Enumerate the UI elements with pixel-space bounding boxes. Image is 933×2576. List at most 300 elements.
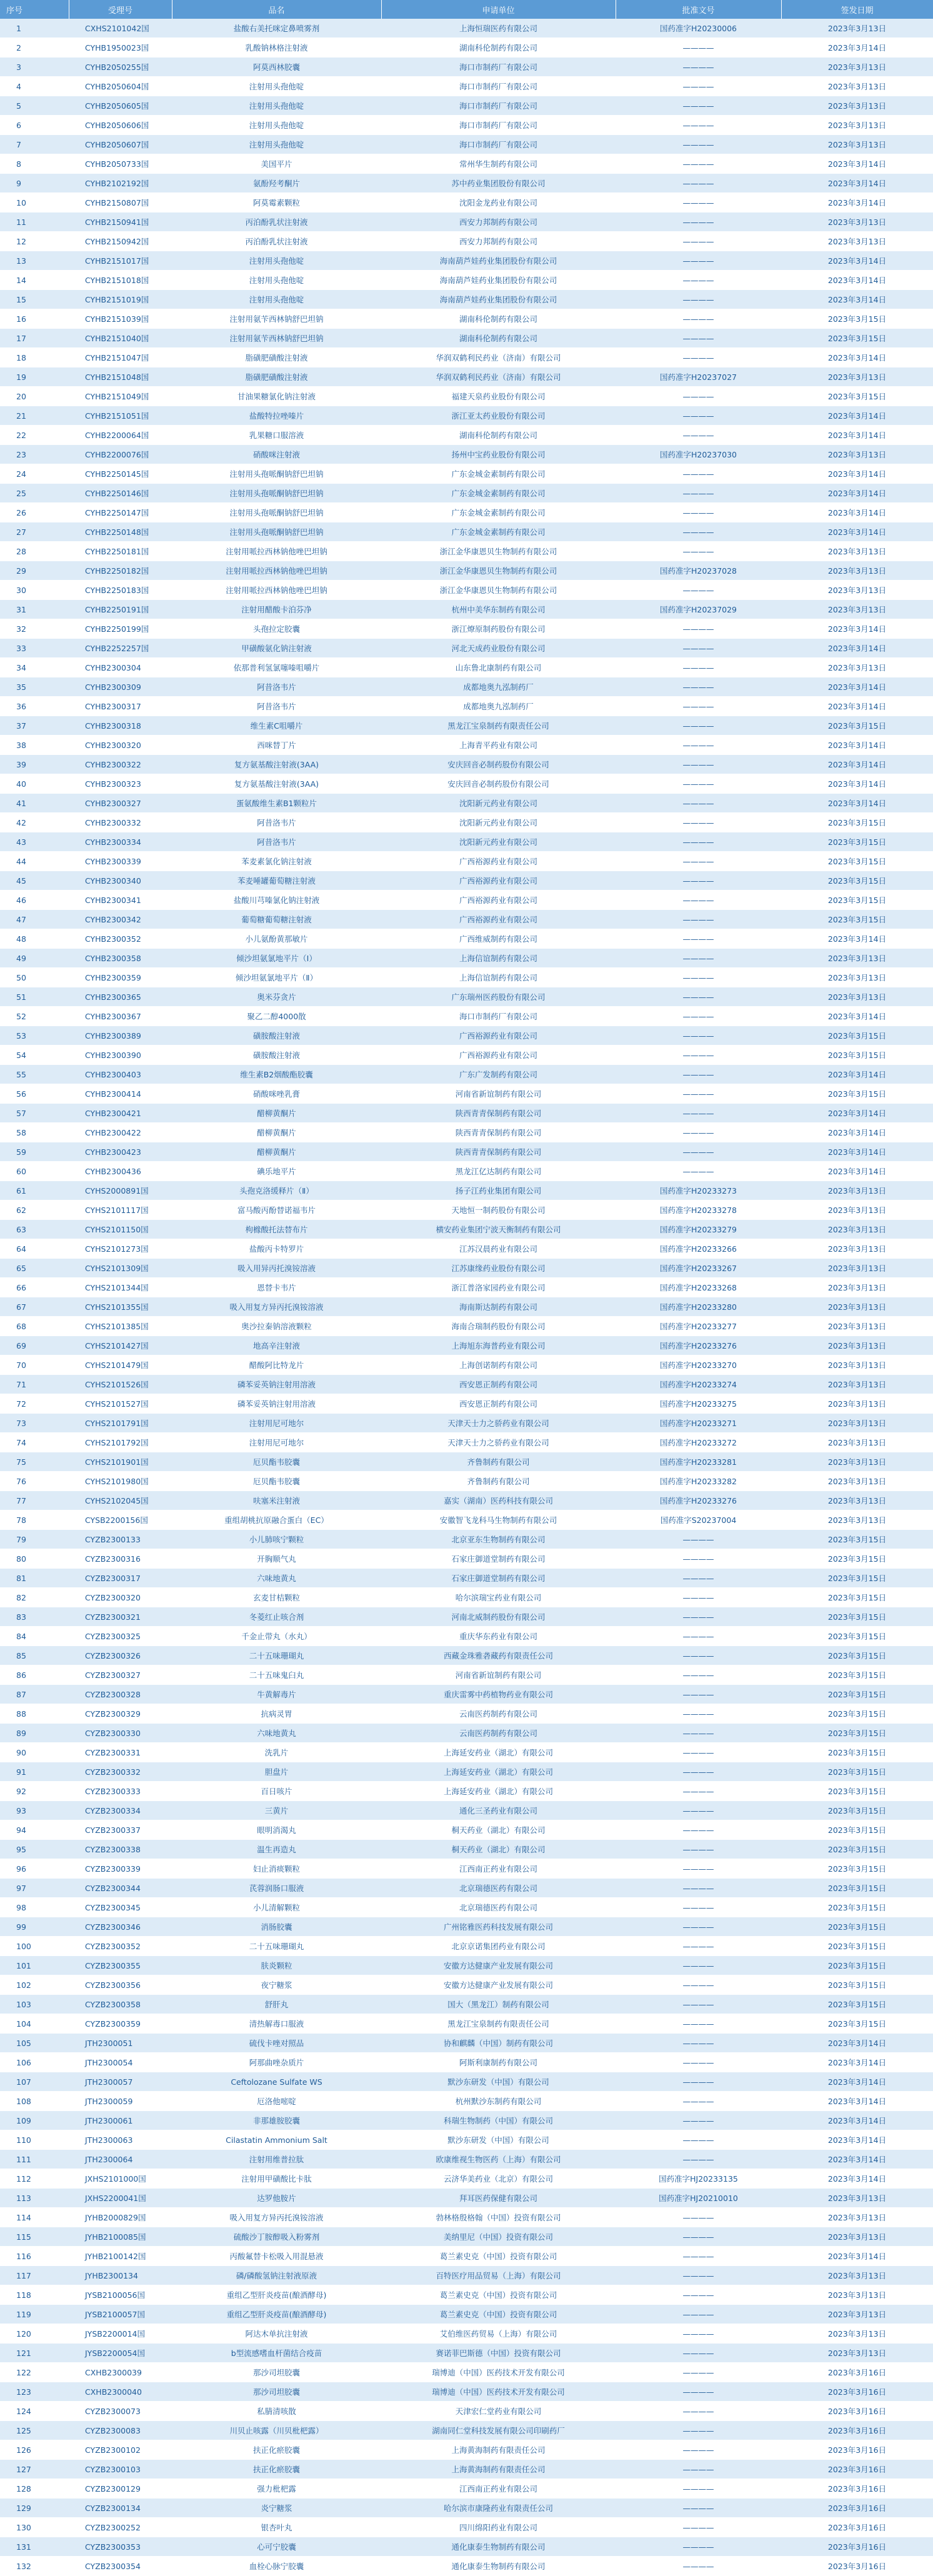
cell-approval-no: 国药准字HJ20233135 — [616, 2169, 781, 2189]
header-product-name: 品名 — [172, 0, 381, 19]
table-row — [0, 2169, 933, 2189]
table-row — [0, 987, 933, 1007]
cell-applicant: 广西维威制药有限公司 — [381, 929, 616, 949]
cell-applicant: 浙江金华康恩贝生物制药有限公司 — [381, 581, 616, 600]
cell-product-name: 注射用尼可地尔 — [172, 1414, 381, 1433]
cell-acceptance-no: CYHB2200076国 — [69, 445, 172, 464]
cell-issue-date: 2023年3月15日 — [781, 716, 933, 736]
cell-acceptance-no: CYHB2151040国 — [69, 329, 172, 348]
table-row — [0, 1142, 933, 1162]
cell-applicant: 扬子江药业集团有限公司 — [381, 1181, 616, 1201]
cell-acceptance-no: CYHB2300359 — [69, 968, 172, 987]
cell-applicant: 黑龙江亿达制药有限公司 — [381, 1162, 616, 1181]
cell-approval-no: ———— — [616, 813, 781, 832]
cell-seq: 100 — [0, 1937, 69, 1956]
cell-seq: 45 — [0, 871, 69, 891]
table-row — [0, 1569, 933, 1588]
cell-product-name: 注射用头孢哌酮钠舒巴坦钠 — [172, 464, 381, 484]
cell-issue-date: 2023年3月14日 — [781, 639, 933, 658]
cell-product-name: 依那普利氢氯噻嗪咀嚼片 — [172, 658, 381, 677]
cell-approval-no: ———— — [616, 2479, 781, 2499]
cell-applicant: 天津天士力之骄药业有限公司 — [381, 1433, 616, 1452]
cell-seq: 3 — [0, 57, 69, 77]
cell-issue-date: 2023年3月14日 — [781, 619, 933, 639]
cell-product-name: Cilastatin Ammonium Salt — [172, 2130, 381, 2150]
cell-seq: 77 — [0, 1491, 69, 1510]
cell-seq: 1 — [0, 19, 69, 38]
cell-product-name: 苯麦素氯化钠注射液 — [172, 852, 381, 871]
cell-seq: 94 — [0, 1820, 69, 1840]
cell-product-name: Ceftolozane Sulfate WS — [172, 2072, 381, 2092]
cell-issue-date: 2023年3月13日 — [781, 600, 933, 619]
cell-applicant: 勃林格殷格翰（中国）投资有限公司 — [381, 2208, 616, 2227]
cell-seq: 8 — [0, 154, 69, 174]
cell-seq: 102 — [0, 1975, 69, 1995]
cell-product-name: 聚乙二醇4000散 — [172, 1007, 381, 1026]
cell-acceptance-no: CYHB2151018国 — [69, 271, 172, 290]
table-row — [0, 1898, 933, 1917]
cell-approval-no: ———— — [616, 2227, 781, 2247]
cell-acceptance-no: CYHB2200064国 — [69, 426, 172, 445]
cell-acceptance-no: CYHS2101150国 — [69, 1220, 172, 1239]
table-row — [0, 426, 933, 445]
cell-applicant: 湖南科伦制药有限公司 — [381, 309, 616, 329]
cell-product-name: 富马酸丙酚替诺福韦片 — [172, 1201, 381, 1220]
cell-approval-no: ———— — [616, 697, 781, 716]
cell-acceptance-no: CYHB2300403 — [69, 1065, 172, 1084]
cell-acceptance-no: CYZB2300358 — [69, 1995, 172, 2014]
cell-seq: 36 — [0, 697, 69, 716]
cell-seq: 47 — [0, 910, 69, 929]
cell-applicant: 海南合瑞制药股份有限公司 — [381, 1317, 616, 1336]
table-row — [0, 2189, 933, 2208]
cell-acceptance-no: JYHB2100142国 — [69, 2247, 172, 2266]
cell-applicant: 嘉实（湖南）医药科技有限公司 — [381, 1491, 616, 1510]
cell-approval-no: 国药准字H20233282 — [616, 1472, 781, 1491]
cell-issue-date: 2023年3月13日 — [781, 1394, 933, 1414]
table-row — [0, 755, 933, 774]
cell-approval-no: ———— — [616, 38, 781, 57]
cell-seq: 60 — [0, 1162, 69, 1181]
cell-acceptance-no: CYZB2300316 — [69, 1549, 172, 1569]
cell-issue-date: 2023年3月15日 — [781, 1937, 933, 1956]
cell-product-name: 心可宁胶囊 — [172, 2537, 381, 2557]
cell-issue-date: 2023年3月14日 — [781, 2092, 933, 2111]
cell-product-name: 达罗他胺片 — [172, 2189, 381, 2208]
cell-product-name: 注射用头孢哌酮钠舒巴坦钠 — [172, 522, 381, 542]
cell-applicant: 杭州中美华东制药有限公司 — [381, 600, 616, 619]
cell-acceptance-no: CYHB2250181国 — [69, 542, 172, 561]
cell-seq: 40 — [0, 774, 69, 794]
table-row — [0, 697, 933, 716]
cell-applicant: 海口市制药厂有限公司 — [381, 77, 616, 96]
cell-issue-date: 2023年3月16日 — [781, 2382, 933, 2402]
cell-product-name: 小儿氨酚黄那敏片 — [172, 929, 381, 949]
cell-applicant: 云南医药制药有限公司 — [381, 1724, 616, 1743]
cell-acceptance-no: CYHS2101427国 — [69, 1336, 172, 1355]
table-row — [0, 1801, 933, 1820]
table-row — [0, 600, 933, 619]
cell-applicant: 广东金城金素制药有限公司 — [381, 522, 616, 542]
table-row — [0, 1007, 933, 1026]
cell-issue-date: 2023年3月14日 — [781, 2034, 933, 2053]
cell-product-name: 那沙司坦胶囊 — [172, 2382, 381, 2402]
cell-acceptance-no: CYZB2300317 — [69, 1569, 172, 1588]
cell-seq: 58 — [0, 1123, 69, 1142]
cell-issue-date: 2023年3月15日 — [781, 1782, 933, 1801]
cell-approval-no: ———— — [616, 464, 781, 484]
table-row — [0, 619, 933, 639]
cell-acceptance-no: CYHB2151017国 — [69, 251, 172, 271]
cell-seq: 15 — [0, 290, 69, 309]
cell-issue-date: 2023年3月13日 — [781, 57, 933, 77]
cell-issue-date: 2023年3月14日 — [781, 193, 933, 212]
cell-seq: 66 — [0, 1278, 69, 1297]
table-row — [0, 968, 933, 987]
cell-approval-no: ———— — [616, 2305, 781, 2324]
cell-approval-no: 国药准字H20233279 — [616, 1220, 781, 1239]
cell-product-name: 肤炎颗粒 — [172, 1956, 381, 1975]
cell-approval-no: ———— — [616, 949, 781, 968]
cell-product-name: 注射用头孢哌酮钠舒巴坦钠 — [172, 503, 381, 522]
cell-seq: 9 — [0, 174, 69, 193]
cell-seq: 125 — [0, 2421, 69, 2440]
cell-acceptance-no: CYHS2000891国 — [69, 1181, 172, 1201]
cell-approval-no: ———— — [616, 116, 781, 135]
cell-product-name: 注射用头孢哌酮钠舒巴坦钠 — [172, 484, 381, 503]
table-row — [0, 2072, 933, 2092]
cell-applicant: 赛诺菲巴斯德（中国）投资有限公司 — [381, 2344, 616, 2363]
cell-product-name: 奥沙拉秦钠溶液颗粒 — [172, 1317, 381, 1336]
cell-approval-no: ———— — [616, 1782, 781, 1801]
cell-seq: 110 — [0, 2130, 69, 2150]
cell-acceptance-no: JXHS2200041国 — [69, 2189, 172, 2208]
cell-product-name: 注射用维普拉肽 — [172, 2150, 381, 2169]
cell-issue-date: 2023年3月13日 — [781, 1510, 933, 1530]
cell-seq: 56 — [0, 1084, 69, 1104]
table-row — [0, 581, 933, 600]
cell-approval-no: ———— — [616, 1859, 781, 1879]
cell-issue-date: 2023年3月14日 — [781, 522, 933, 542]
cell-issue-date: 2023年3月13日 — [781, 1181, 933, 1201]
cell-product-name: 妇止消痰颗粒 — [172, 1859, 381, 1879]
cell-issue-date: 2023年3月16日 — [781, 2440, 933, 2460]
cell-product-name: 呋塞米注射液 — [172, 1491, 381, 1510]
cell-product-name: 开胸顺气丸 — [172, 1549, 381, 1569]
cell-product-name: 舒肝丸 — [172, 1995, 381, 2014]
cell-approval-no: ———— — [616, 2014, 781, 2034]
cell-applicant: 浙江亚太药业股份有限公司 — [381, 406, 616, 426]
cell-approval-no: ———— — [616, 1007, 781, 1026]
header-applicant: 申请单位 — [381, 0, 616, 19]
cell-seq: 121 — [0, 2344, 69, 2363]
cell-acceptance-no: CYHB2252257国 — [69, 639, 172, 658]
cell-product-name: 盐酸川芎嗪氯化钠注射液 — [172, 891, 381, 910]
cell-approval-no: ———— — [616, 1646, 781, 1665]
cell-product-name: 注射用氨苄西林钠舒巴坦钠 — [172, 329, 381, 348]
cell-approval-no: ———— — [616, 1975, 781, 1995]
cell-applicant: 海口市制药厂有限公司 — [381, 1007, 616, 1026]
cell-issue-date: 2023年3月13日 — [781, 581, 933, 600]
cell-issue-date: 2023年3月13日 — [781, 1472, 933, 1491]
cell-product-name: 消肠胶囊 — [172, 1917, 381, 1937]
cell-acceptance-no: JYSB2100057国 — [69, 2305, 172, 2324]
cell-acceptance-no: CYHB2300390 — [69, 1046, 172, 1065]
cell-approval-no: ———— — [616, 1898, 781, 1917]
cell-acceptance-no: CYHB2300358 — [69, 949, 172, 968]
cell-approval-no: ———— — [616, 2208, 781, 2227]
cell-issue-date: 2023年3月15日 — [781, 1685, 933, 1704]
cell-product-name: 眼明消渴丸 — [172, 1820, 381, 1840]
table-row — [0, 677, 933, 697]
cell-issue-date: 2023年3月13日 — [781, 19, 933, 38]
cell-approval-no: ———— — [616, 1762, 781, 1782]
cell-seq: 96 — [0, 1859, 69, 1879]
cell-approval-no: ———— — [616, 832, 781, 852]
cell-issue-date: 2023年3月14日 — [781, 38, 933, 57]
cell-applicant: 广东广发制药有限公司 — [381, 1065, 616, 1084]
table-row — [0, 1162, 933, 1181]
cell-applicant: 沈阳新元药业有限公司 — [381, 794, 616, 813]
cell-acceptance-no: CYZB2300328 — [69, 1685, 172, 1704]
cell-approval-no: ———— — [616, 1142, 781, 1162]
cell-product-name: 小儿清解颗粒 — [172, 1898, 381, 1917]
cell-product-name: 磷苯妥英钠注射用溶液 — [172, 1375, 381, 1394]
cell-seq: 88 — [0, 1704, 69, 1724]
cell-seq: 44 — [0, 852, 69, 871]
cell-seq: 119 — [0, 2305, 69, 2324]
table-row — [0, 2499, 933, 2518]
cell-acceptance-no: CYHB2150807国 — [69, 193, 172, 212]
table-row — [0, 1782, 933, 1801]
cell-acceptance-no: CYHB2300322 — [69, 755, 172, 774]
table-row — [0, 2034, 933, 2053]
cell-product-name: 美国平片 — [172, 154, 381, 174]
cell-issue-date: 2023年3月15日 — [781, 1859, 933, 1879]
cell-applicant: 沈阳金龙药业有限公司 — [381, 193, 616, 212]
cell-product-name: 炎宁糖浆 — [172, 2499, 381, 2518]
cell-product-name: 芪蓉润肠口服液 — [172, 1879, 381, 1898]
cell-seq: 104 — [0, 2014, 69, 2034]
cell-acceptance-no: CYZB2300359 — [69, 2014, 172, 2034]
cell-approval-no: ———— — [616, 2557, 781, 2576]
cell-applicant: 北京瑞德医药有限公司 — [381, 1898, 616, 1917]
cell-seq: 75 — [0, 1452, 69, 1472]
table-row — [0, 1724, 933, 1743]
table-row — [0, 116, 933, 135]
cell-product-name: 盐酸右美托咪定鼻喷雾剂 — [172, 19, 381, 38]
cell-seq: 2 — [0, 38, 69, 57]
cell-seq: 49 — [0, 949, 69, 968]
cell-seq: 82 — [0, 1588, 69, 1607]
cell-issue-date: 2023年3月14日 — [781, 2111, 933, 2130]
cell-applicant: 江苏汉晨药业有限公司 — [381, 1239, 616, 1259]
cell-product-name: 注射用甲磺酸比卡肽 — [172, 2169, 381, 2189]
table-row — [0, 1394, 933, 1414]
cell-seq: 122 — [0, 2363, 69, 2382]
cell-applicant: 浙江普洛家园药业有限公司 — [381, 1278, 616, 1297]
cell-applicant: 海口市制药厂有限公司 — [381, 116, 616, 135]
cell-product-name: 注射用氨苄西林钠舒巴坦钠 — [172, 309, 381, 329]
cell-acceptance-no: CYZB2300353 — [69, 2537, 172, 2557]
cell-approval-no: ———— — [616, 484, 781, 503]
cell-issue-date: 2023年3月15日 — [781, 1801, 933, 1820]
cell-seq: 127 — [0, 2460, 69, 2479]
cell-issue-date: 2023年3月13日 — [781, 561, 933, 581]
table-row — [0, 1084, 933, 1104]
cell-applicant: 沈阳新元药业有限公司 — [381, 832, 616, 852]
table-row — [0, 174, 933, 193]
cell-applicant: 上海黄海制药有限责任公司 — [381, 2440, 616, 2460]
cell-issue-date: 2023年3月15日 — [781, 852, 933, 871]
cell-acceptance-no: CYHB2050255国 — [69, 57, 172, 77]
cell-approval-no: ———— — [616, 2053, 781, 2072]
cell-applicant: 天津天士力之骄药业有限公司 — [381, 1414, 616, 1433]
cell-applicant: 北京亚东生物制药有限公司 — [381, 1530, 616, 1549]
cell-acceptance-no: CYZB2300102 — [69, 2440, 172, 2460]
cell-issue-date: 2023年3月13日 — [781, 2266, 933, 2285]
cell-seq: 7 — [0, 135, 69, 154]
cell-acceptance-no: CYZB2300330 — [69, 1724, 172, 1743]
cell-seq: 87 — [0, 1685, 69, 1704]
cell-issue-date: 2023年3月13日 — [781, 1259, 933, 1278]
cell-issue-date: 2023年3月14日 — [781, 271, 933, 290]
cell-product-name: 吸入用复方异丙托溴铵溶液 — [172, 2208, 381, 2227]
cell-issue-date: 2023年3月13日 — [781, 1452, 933, 1472]
cell-product-name: 阿莫霉素颗粒 — [172, 193, 381, 212]
cell-applicant: 杭州默沙东制药有限公司 — [381, 2092, 616, 2111]
cell-seq: 31 — [0, 600, 69, 619]
cell-applicant: 海南葫芦娃药业集团股份有限公司 — [381, 290, 616, 309]
cell-applicant: 西安恩正制药有限公司 — [381, 1394, 616, 1414]
cell-seq: 111 — [0, 2150, 69, 2169]
cell-applicant: 陕西青青保制药有限公司 — [381, 1142, 616, 1162]
cell-approval-no: ———— — [616, 891, 781, 910]
cell-product-name: b型流感嗜血杆菌结合疫苗 — [172, 2344, 381, 2363]
cell-product-name: 抗病灵胃 — [172, 1704, 381, 1724]
cell-product-name: 甘油果糖氯化钠注射液 — [172, 387, 381, 406]
cell-issue-date: 2023年3月14日 — [781, 174, 933, 193]
cell-acceptance-no: CYZB2300133 — [69, 1530, 172, 1549]
cell-acceptance-no: JYHB2300134 — [69, 2266, 172, 2285]
table-row — [0, 1859, 933, 1879]
cell-applicant: 葛兰素史克（中国）投资有限公司 — [381, 2305, 616, 2324]
table-row — [0, 561, 933, 581]
cell-seq: 90 — [0, 1743, 69, 1762]
cell-applicant: 上海信谊制药有限公司 — [381, 968, 616, 987]
cell-seq: 103 — [0, 1995, 69, 2014]
cell-acceptance-no: CYHB2250145国 — [69, 464, 172, 484]
cell-applicant: 重庆雷雾中药植物药业有限公司 — [381, 1685, 616, 1704]
table-row — [0, 1937, 933, 1956]
cell-applicant: 安徽方达健康产业发展有限公司 — [381, 1975, 616, 1995]
table-row — [0, 2421, 933, 2440]
cell-product-name: 硝酸咪注射液 — [172, 445, 381, 464]
table-row — [0, 1879, 933, 1898]
table-row — [0, 2305, 933, 2324]
cell-applicant: 陕西青青保制药有限公司 — [381, 1104, 616, 1123]
cell-applicant: 国大（黑龙江）制药有限公司 — [381, 1995, 616, 2014]
cell-product-name: 注射用头孢他啶 — [172, 290, 381, 309]
cell-applicant: 广东金城金素制药有限公司 — [381, 484, 616, 503]
cell-seq: 79 — [0, 1530, 69, 1549]
cell-product-name: 非那雄胺胶囊 — [172, 2111, 381, 2130]
cell-acceptance-no: JTH2300064 — [69, 2150, 172, 2169]
cell-product-name: 注射用头孢他啶 — [172, 77, 381, 96]
cell-issue-date: 2023年3月13日 — [781, 1278, 933, 1297]
cell-product-name: 注射用尼可地尔 — [172, 1433, 381, 1452]
cell-seq: 21 — [0, 406, 69, 426]
cell-acceptance-no: CYHB1950023国 — [69, 38, 172, 57]
cell-acceptance-no: CXHS2101042国 — [69, 19, 172, 38]
cell-acceptance-no: CYZB2300339 — [69, 1859, 172, 1879]
cell-issue-date: 2023年3月13日 — [781, 2305, 933, 2324]
cell-acceptance-no: CYZB2300321 — [69, 1607, 172, 1627]
table-row — [0, 154, 933, 174]
cell-applicant: 阿斯利康制药有限公司 — [381, 2053, 616, 2072]
cell-product-name: 六味地黄丸 — [172, 1724, 381, 1743]
cell-approval-no: ———— — [616, 2111, 781, 2130]
cell-acceptance-no: CYZB2300327 — [69, 1665, 172, 1685]
cell-applicant: 上海延安药业（湖北）有限公司 — [381, 1762, 616, 1782]
table-row — [0, 794, 933, 813]
cell-product-name: 厄贝酯韦胶囊 — [172, 1472, 381, 1491]
cell-acceptance-no: JTH2300059 — [69, 2092, 172, 2111]
cell-approval-no: ———— — [616, 2344, 781, 2363]
cell-product-name: 注射用醋酸卡泊芬净 — [172, 600, 381, 619]
cell-applicant: 湖南科伦制药有限公司 — [381, 426, 616, 445]
cell-acceptance-no: CYZB2300073 — [69, 2402, 172, 2421]
cell-applicant: 广州铭雅医药科技发展有限公司 — [381, 1917, 616, 1937]
cell-issue-date: 2023年3月16日 — [781, 2460, 933, 2479]
table-row — [0, 251, 933, 271]
table-row — [0, 542, 933, 561]
cell-applicant: 协和麒麟（中国）制药有限公司 — [381, 2034, 616, 2053]
cell-applicant: 上海黄海制药有限责任公司 — [381, 2460, 616, 2479]
cell-product-name: 夜宁糖浆 — [172, 1975, 381, 1995]
cell-product-name: 复方氨基酸注射液(3AA) — [172, 774, 381, 794]
table-row — [0, 2344, 933, 2363]
cell-issue-date: 2023年3月13日 — [781, 1414, 933, 1433]
cell-seq: 41 — [0, 794, 69, 813]
cell-issue-date: 2023年3月13日 — [781, 2189, 933, 2208]
table-row — [0, 1201, 933, 1220]
cell-applicant: 广西裕源药业有限公司 — [381, 910, 616, 929]
cell-approval-no: ———— — [616, 1627, 781, 1646]
cell-product-name: 二十五味珊瑚丸 — [172, 1937, 381, 1956]
cell-product-name: 磺胺酸注射液 — [172, 1026, 381, 1046]
cell-issue-date: 2023年3月16日 — [781, 2479, 933, 2499]
cell-acceptance-no: CYZB2300338 — [69, 1840, 172, 1859]
cell-seq: 32 — [0, 619, 69, 639]
cell-acceptance-no: CYHS2101901国 — [69, 1452, 172, 1472]
cell-applicant: 艾伯维医药贸易（上海）有限公司 — [381, 2324, 616, 2344]
cell-product-name: 血栓心脉宁胶囊 — [172, 2557, 381, 2576]
cell-applicant: 安徽智飞龙科马生物制药有限公司 — [381, 1510, 616, 1530]
cell-applicant: 福建天泉药业股份有限公司 — [381, 387, 616, 406]
cell-applicant: 沈阳新元药业有限公司 — [381, 813, 616, 832]
cell-seq: 16 — [0, 309, 69, 329]
cell-seq: 43 — [0, 832, 69, 852]
table-row — [0, 1588, 933, 1607]
cell-seq: 68 — [0, 1317, 69, 1336]
cell-acceptance-no: CYHB2250182国 — [69, 561, 172, 581]
cell-seq: 78 — [0, 1510, 69, 1530]
cell-seq: 33 — [0, 639, 69, 658]
cell-product-name: 川贝止咳露（川贝枇杷露） — [172, 2421, 381, 2440]
cell-applicant: 重庆华东药业有限公司 — [381, 1627, 616, 1646]
cell-seq: 42 — [0, 813, 69, 832]
